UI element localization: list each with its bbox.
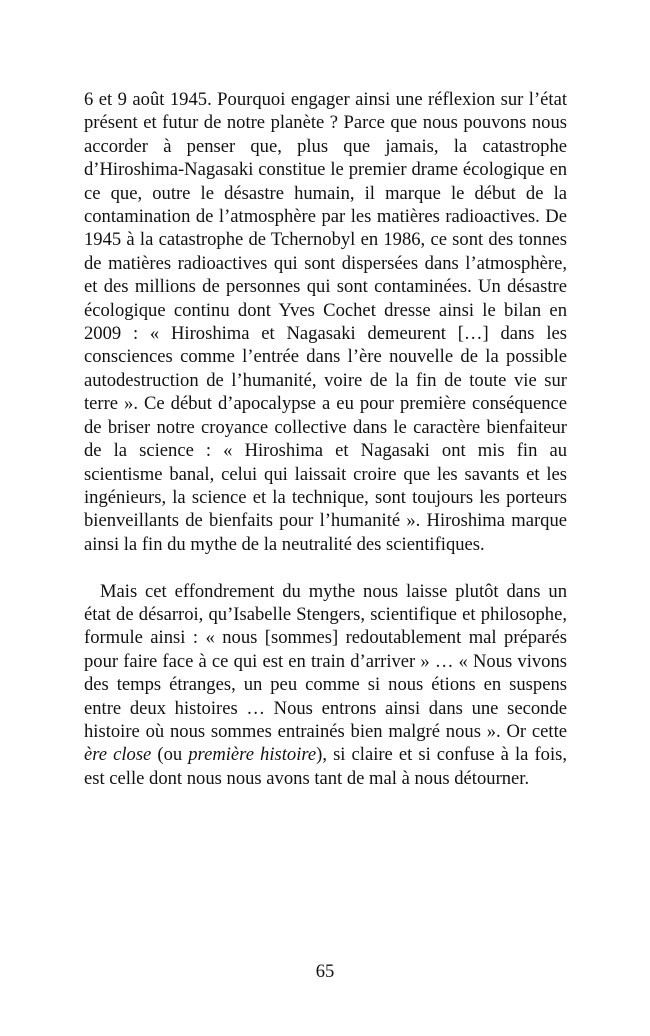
page-body xyxy=(84,88,567,790)
paragraph-2 xyxy=(84,580,567,791)
paragraph-1-text: 6 et 9 août 1945. Pourquoi engager ainsi une réflexion sur l’état présent et futur de notre planète ? Parce que nous pouvons nous accorder à penser que, plus que jamais, la catastrophe d’Hiroshima-Nagasaki constitue le premier drame écologique en ce que, outre le désastre humain, il marque le début de la contamination de l’atmosphère par les matières radioactives. De 1945 à la catastrophe de Tchernobyl en 1986, ce sont des tonnes de matières radioactives qui sont dispersées dans l’atmosphère, et des millions de personnes qui sont contaminées. Un désastre écologique continu dont Yves Cochet dresse ainsi le bilan en 2009 : « Hiroshima et Nagasaki demeurent […] dans les consciences comme l’entrée dans l’ère nouvelle de la possible autodestruction de l’humanité, voire de la fin de toute vie sur terre ». Ce début d’apocalypse a eu pour première conséquence de briser notre croyance collective dans le caractère bienfaiteur de la science : « Hiroshima et Nagasaki ont mis fin au scientisme banal, celui qui laissait croire que les savants et les ingénieurs, la science et la technique, sont toujours les porteurs bienveillants de bienfaits pour l’humanité ». Hiroshima marque ainsi la fin du mythe de la neutralité des scientifiques. xyxy=(84,89,567,555)
paragraph-2-text-c: ), si claire et si confuse à la fois, est celle dont nous nous avons tant de mal à nous détourner. xyxy=(84,744,568,789)
italic-term-premiere-histoire: première histoire xyxy=(188,744,317,766)
paragraph-2-text-b: (ou xyxy=(151,744,189,766)
page-number: 65 xyxy=(315,961,335,982)
paragraph-2-text-a: Mais cet effondrement du mythe nous laisse plutôt dans un état de désarroi, qu’Isabelle Stengers, scientifique et philosophe, formule ainsi : « nous [sommes] redoutablement mal préparés pour faire face à ce qui est en train d’arriver » … « Nous vivons des temps étranges, un peu comme si nous étions en suspens entre deux histoires … Nous entrons ainsi dans une seconde histoire où nous sommes entrainés bien malgré nous ». Or cette xyxy=(84,580,567,742)
italic-term-ere-close: ère close xyxy=(84,744,152,766)
paragraph-1 xyxy=(84,88,567,556)
